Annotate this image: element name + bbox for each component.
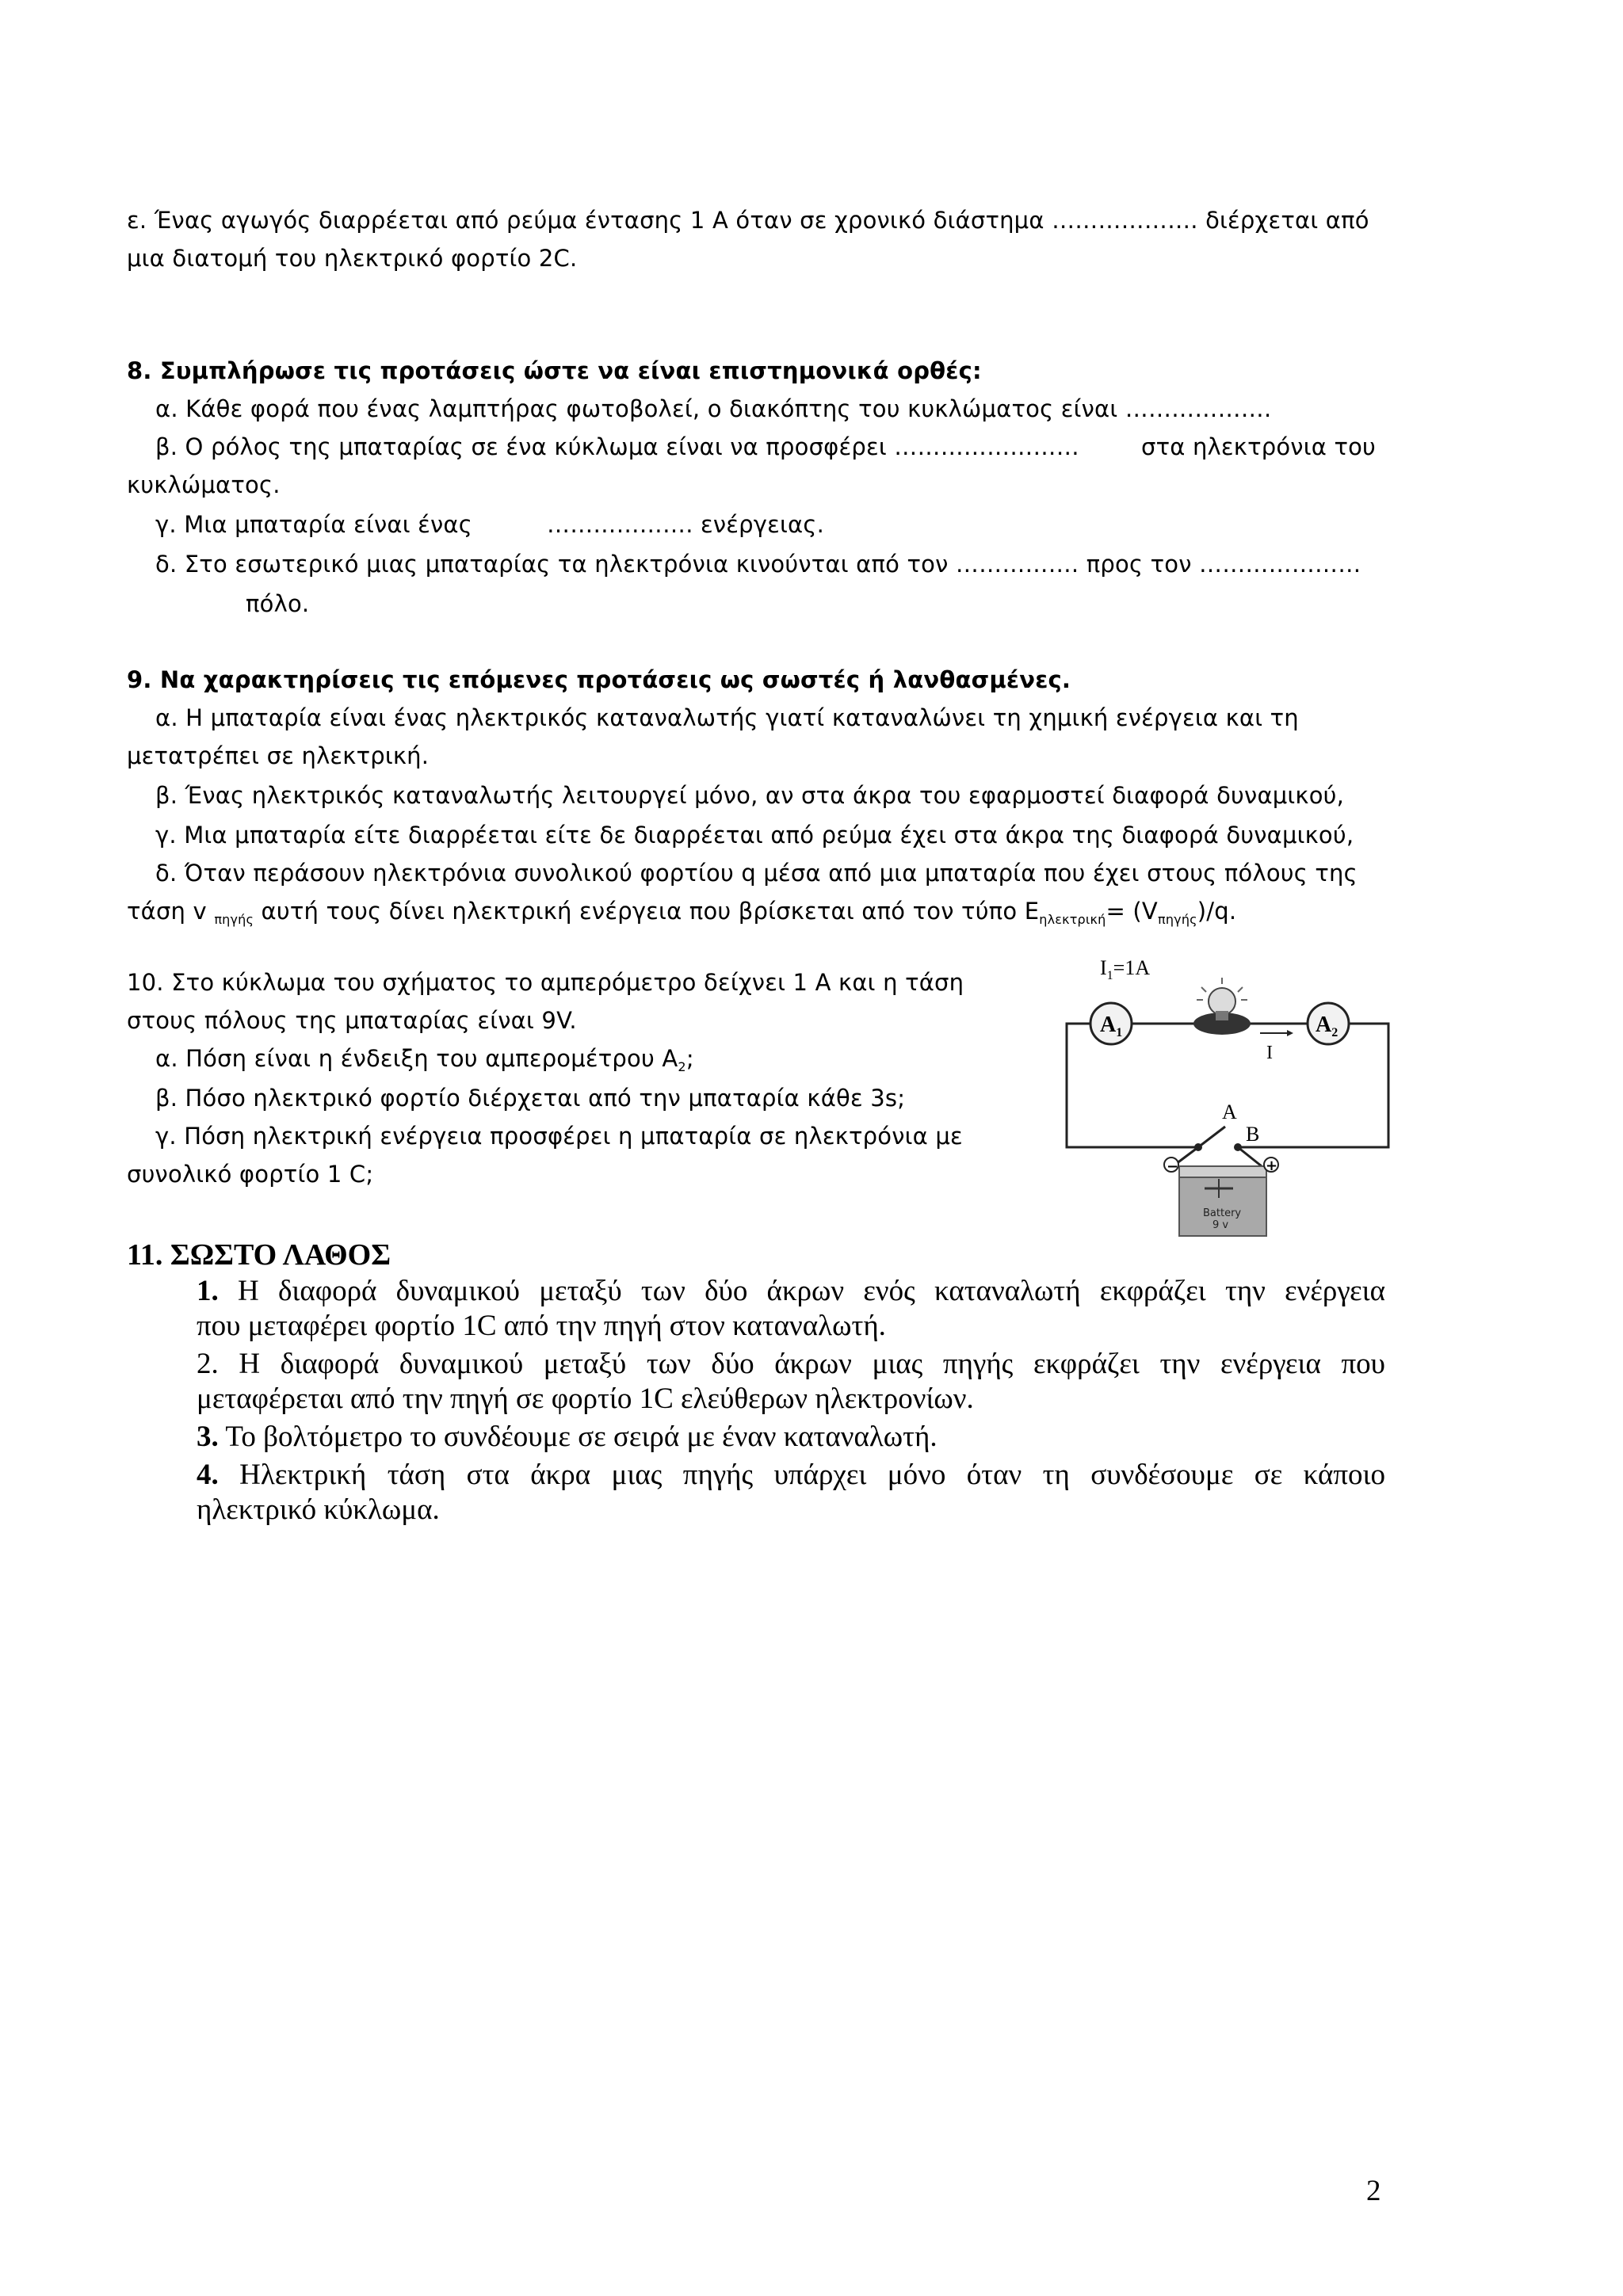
wire-right [1238,1024,1388,1147]
q11-statement-1-line2: που μεταφέρει φορτίο 1C από την πηγή στον καταναλωτή. [197,1310,886,1342]
switch-a-label: A [1222,1100,1237,1123]
q10-line1: 10. Στο κύκλωμα του σχήματος το αμπερόμετρο δείχνει 1 A και η τάση [127,969,964,996]
q8-item-a: α. Κάθε φορά που ένας λαμπτήρας φωτοβολεί, ο διακόπτης του κυκλώματος είναι ………………. [155,395,1272,422]
q11-statement-1-line1: 1. Η διαφορά δυναμικού μεταξύ των δύο άκρων ενός καταναλωτή εκφράζει την ενέργεια [197,1275,1385,1307]
wire-left [1067,1024,1197,1147]
q8-item-b-right: στα ηλεκτρόνια του [1141,433,1377,460]
page-number: 2 [1366,2175,1381,2207]
q10-item-a: α. Πόση είναι η ένδειξη του αμπερομέτρου $A_2$; [155,1045,694,1074]
ammeter-a1-label: $A_1$ [1100,1013,1123,1039]
q9-item-a-line2: μετατρέπει σε ηλεκτρική. [127,742,430,769]
current-arrowhead-icon [1287,1030,1293,1036]
q8-item-c-right: ………………. ενέργειας. [547,511,824,538]
q10-item-b: β. Πόσο ηλεκτρικό φορτίο διέρχεται από την μπαταρία κάθε 3s; [155,1085,906,1112]
q8-title: 8. Συμπλήρωσε τις προτάσεις ώστε να είναι επιστημονικά ορθές: [127,357,982,384]
q8-item-b-cont: κυκλώματος. [127,471,281,498]
circuit-diagram [1062,951,1395,1240]
q8-item-b: β. Ο ρόλος της μπαταρίας σε ένα κύκλωμα είναι να προσφέρει …………………… [155,433,1079,460]
q8-item-d: δ. Στο εσωτερικό μιας μπαταρίας τα ηλεκτρόνια κινούνται από τον ……………. προς τον ………………… [155,551,1361,578]
q11-title: 11. ΣΩΣΤΟ ΛΑΘΟΣ [127,1238,391,1272]
battery-label-line1: Battery [1203,1207,1242,1219]
current-i1-label: $I_1=1A$ [1100,956,1151,982]
current-i-label: I [1266,1043,1273,1063]
ammeter-a2-label: $A_2$ [1316,1013,1338,1039]
switch-b-label: B [1246,1123,1260,1146]
q9-item-d-line1: δ. Όταν περάσουν ηλεκτρόνια συνολικού φορτίου q μέσα από μια μπαταρία που έχει στους πόλους της [155,860,1358,887]
q11-statement-4-line1: 4. Ηλεκτρική τάση στα άκρα μιας πηγής υπάρχει μόνο όταν τη συνδέσουμε σε κάποιο [197,1459,1385,1491]
q7e-line1: ε. Ένας αγωγός διαρρέεται από ρεύμα έντασης 1 A όταν σε χρονικό διάστημα ………………. διέρχεται από [127,207,1369,234]
battery-lead-b [1238,1147,1262,1166]
q10-item-c-line1: γ. Πόση ηλεκτρική ενέργεια προσφέρει η μπαταρία σε ηλεκτρόνια με [155,1123,963,1150]
q9-item-c: γ. Μια μπαταρία είτε διαρρέεται είτε δε διαρρέεται από ρεύμα έχει στα άκρα της διαφορά δυναμικού, [155,822,1354,849]
q9-item-a-line1: α. Η μπαταρία είναι ένας ηλεκτρικός καταναλωτής γιατί καταναλώνει τη χημική ενέργεια και τη [155,704,1299,731]
q9-title: 9. Να χαρακτηρίσεις τις επόμενες προτάσεις ως σωστές ή λανθασμένες. [127,666,1071,693]
switch-icon [1194,1127,1242,1151]
battery-plus-label: + [1266,1158,1278,1174]
q10-line2: στους πόλους της μπαταρίας είναι 9V. [127,1007,577,1034]
q7e-line2: μια διατομή του ηλεκτρικό φορτίο 2C. [127,245,578,272]
q9-item-d-line2: τάση v $_{\pi\eta\gamma ή\varsigma}$ αυτή τους δίνει ηλεκτρική ενέργεια που βρίσκεται από τον τύπο $E_{\eta\lambda\varepsilon\kappa\tau\rho\iota\kappa ή}= (V_{\pi\eta\gamma ή\varsigma})/q$. [127,898,1237,927]
q9-item-b: β. Ένας ηλεκτρικός καταναλωτής λειτουργεί μόνο, αν στα άκρα του εφαρμοστεί διαφορά δυναμικού, [155,782,1345,809]
q11-statement-4-line2: ηλεκτρικό κύκλωμα. [197,1493,440,1526]
q11-statement-3: 3. Το βολτόμετρο το συνδέουμε σε σειρά με έναν καταναλωτή. [197,1421,938,1453]
q11-statement-2-line1: 2. Η διαφορά δυναμικού μεταξύ των δύο άκρων μιας πηγής εκφράζει την ενέργεια που [197,1348,1385,1380]
q8-item-c: γ. Μια μπαταρία είναι ένας [155,511,472,538]
battery-label-line2: 9 v [1212,1219,1229,1231]
q10-item-c-line2: συνολικό φορτίο 1 C; [127,1161,374,1188]
battery-minus-label: − [1167,1158,1179,1175]
lamp-icon [1193,978,1251,1035]
q11-statement-2-line2: μεταφέρεται από την πηγή σε φορτίο 1C ελεύθερων ηλεκτρονίων. [197,1383,974,1415]
q8-item-d-cont: πόλο. [246,590,310,617]
